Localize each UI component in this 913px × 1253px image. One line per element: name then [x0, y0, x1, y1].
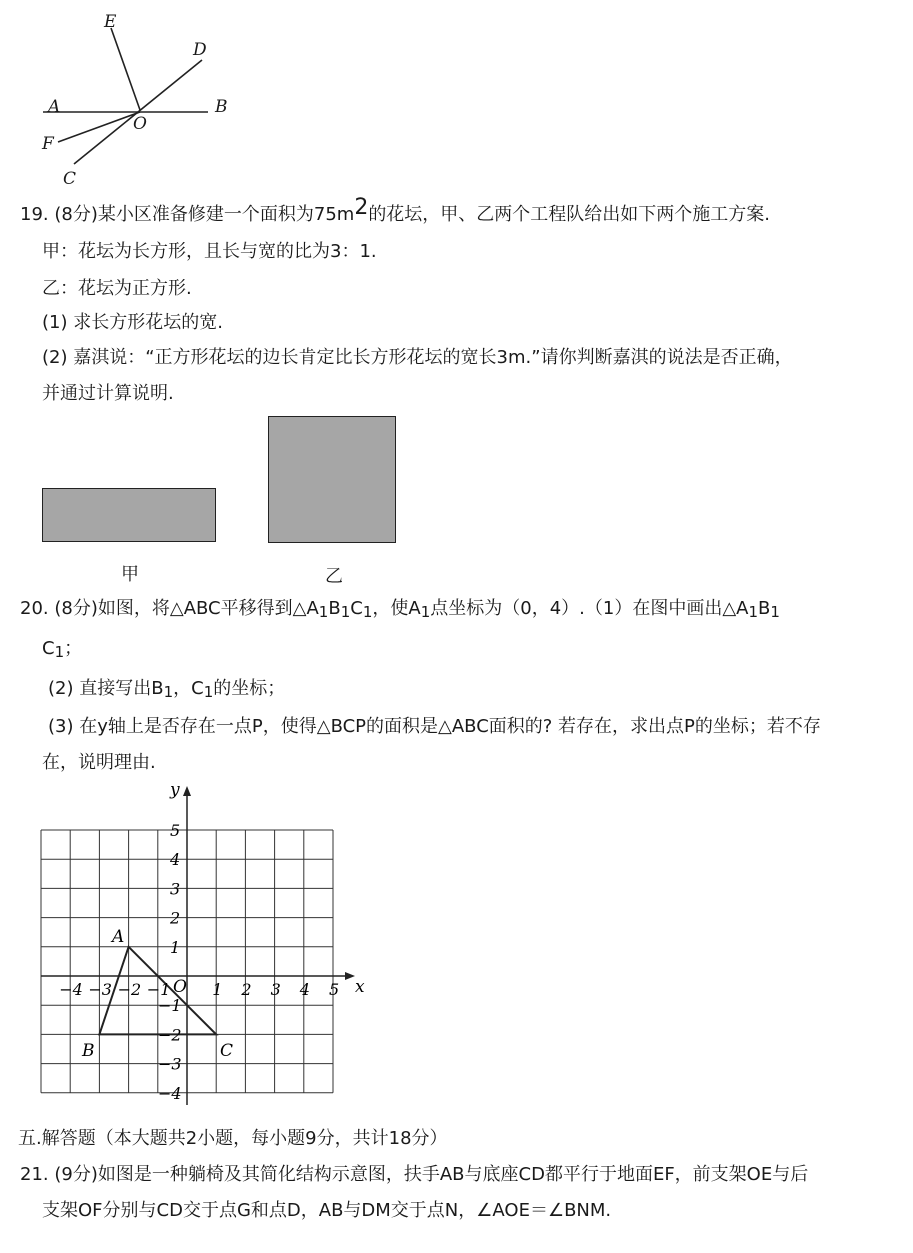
q19-score: (8分) [54, 204, 98, 225]
q20-part3-line1: (3) 在y轴上是否存在一点P，使得△BCP的面积是△ABC面积的? 若存在，求出点P的坐标；若不存 [48, 716, 821, 737]
q20-line2-end: ； [64, 638, 83, 659]
q19-stem [20, 195, 771, 226]
vertex-c-label: C [220, 1041, 234, 1061]
square-plan-b [268, 416, 396, 543]
q20-part3-line2: 在，说明理由. [42, 752, 156, 773]
q19-number: 19. [20, 204, 49, 225]
x-tick-label: 4 [299, 980, 310, 999]
label-o: O [133, 114, 147, 134]
caption-b: 乙 [325, 566, 343, 587]
ray-oe [111, 28, 140, 110]
q20-part2-text-a: (2) 直接写出B [48, 678, 164, 699]
q20-sub: 1 [770, 603, 780, 621]
x-axis-arrow-icon [345, 972, 355, 980]
y-tick-label: −4 [158, 1083, 182, 1103]
q20-sub: 1 [203, 683, 214, 701]
caption-a: 甲 [121, 564, 139, 585]
q20-sub: 1 [318, 603, 329, 621]
x-tick-label: −1 [146, 980, 171, 999]
q20-text-f: B [758, 598, 771, 619]
vertex-a-label: A [112, 927, 125, 947]
q21-line1-text: (9分)如图是一种躺椅及其简化结构示意图，扶手AB与底座CD都平行于地面EF，前支架OE与后 [54, 1164, 809, 1185]
y-tick-label: −1 [158, 996, 182, 1016]
q20-sub: 1 [748, 603, 759, 621]
q20-number: 20. [20, 598, 49, 619]
q20-text-e: 点坐标为（0，4）.（1）在图中画出△A [430, 598, 749, 619]
axis-y-label: y [170, 780, 180, 800]
x-tick-label: 2 [241, 980, 252, 999]
rectangle-plan-a [42, 488, 216, 542]
q19-plan-a: 甲：花坛为长方形，且长与宽的比为3：1. [42, 241, 377, 262]
label-e: E [104, 12, 117, 32]
q20-text-d: ，使A [372, 598, 421, 619]
q20-sub: 1 [362, 603, 373, 621]
label-c: C [63, 169, 77, 189]
x-tick-label: 5 [329, 980, 340, 999]
x-tick-label: 1 [212, 980, 223, 999]
ray-of [58, 112, 140, 142]
x-tick-label: 3 [270, 980, 281, 999]
axis-x-label: x [355, 977, 365, 997]
q19-part2-line2: 并通过计算说明. [42, 383, 174, 404]
y-tick-label: −2 [158, 1025, 182, 1045]
q20-sub: 1 [163, 683, 174, 701]
q20-part2-text-c: 的坐标； [213, 678, 286, 699]
x-tick-label: −3 [88, 980, 112, 999]
y-tick-label: 5 [170, 821, 181, 840]
vertex-b-label: B [82, 1041, 95, 1061]
section5-heading: 五.解答题（本大题共2小题，每小题9分，共计18分） [18, 1128, 448, 1149]
q19-part2-line1: (2) 嘉淇说：“正方形花坛的边长肯定比长方形花坛的宽长3m.”请你判断嘉淇的说法是否正确， [42, 347, 793, 368]
q20-text-b: B [328, 598, 341, 619]
q19-stem-text: 某小区准备修建一个面积为75m [97, 204, 355, 225]
q20-sub: 1 [54, 643, 65, 661]
q20-line2-text: C [42, 638, 55, 659]
q20-text-c: C [350, 598, 363, 619]
q21-number: 21. [20, 1164, 49, 1185]
q19-stem-sup: 2 [354, 195, 369, 220]
label-d: D [193, 40, 207, 60]
q20-text-a: (8分)如图，将△ABC平移得到△A [54, 598, 319, 619]
y-tick-label: 1 [170, 937, 181, 957]
x-tick-label: −2 [117, 980, 142, 999]
q20-sub: 1 [420, 603, 431, 621]
coordinate-grid-figure [0, 775, 380, 1120]
label-b: B [215, 97, 228, 117]
q20-part2-text-b: ，C [173, 678, 204, 699]
y-tick-labels [158, 821, 182, 1103]
origin-label: O [173, 977, 187, 997]
q20-line2 [42, 638, 82, 660]
q19-part1: (1) 求长方形花坛的宽. [42, 312, 223, 333]
y-tick-label: −3 [158, 1054, 182, 1074]
q20-line1 [20, 598, 780, 620]
y-tick-label: 3 [170, 879, 181, 899]
q21-line1 [20, 1164, 808, 1186]
q19-stem-text-end: 的花坛，甲、乙两个工程队给出如下两个施工方案. [368, 204, 771, 225]
q19-plan-b: 乙：花坛为正方形. [42, 278, 192, 299]
y-axis-arrow-icon [183, 786, 191, 796]
q21-line2: 支架OF分别与CD交于点G和点D，AB与DM交于点N，∠AOE＝∠BNM. [42, 1200, 612, 1221]
q20-sub: 1 [340, 603, 351, 621]
label-f: F [42, 134, 54, 154]
y-tick-label: 4 [170, 850, 181, 870]
x-tick-labels [59, 980, 339, 999]
y-tick-label: 2 [170, 908, 181, 928]
label-a: A [48, 97, 61, 117]
q20-part2 [48, 678, 285, 700]
x-tick-label: −4 [59, 980, 83, 999]
